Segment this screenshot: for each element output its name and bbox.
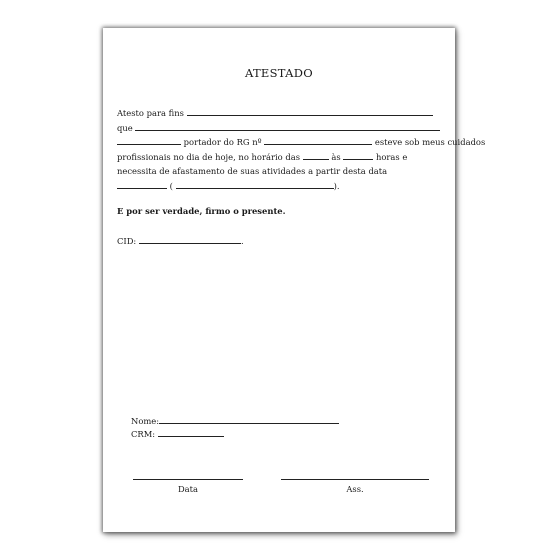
care-text: esteve sob meus cuidados (374, 137, 486, 148)
line-hours (117, 150, 442, 165)
date-line[interactable] (133, 479, 243, 480)
days-number-blank[interactable] (117, 179, 167, 189)
hours-text: profissionais no dia de hoje, no horário das (117, 151, 300, 162)
signature-line[interactable] (281, 479, 429, 480)
rg-number-blank[interactable] (264, 135, 372, 145)
name-blank[interactable] (159, 414, 339, 424)
crm-row (131, 427, 339, 440)
hours-to-text: às (331, 151, 341, 162)
name-row (131, 414, 339, 427)
patient-name-continuation-blank[interactable] (117, 135, 181, 145)
line-rg (117, 135, 486, 150)
rg-label: portador do RG nº (183, 137, 262, 148)
crm-blank[interactable] (158, 427, 224, 437)
days-written-blank[interactable] (176, 179, 334, 189)
cid-end: . (240, 236, 244, 246)
end-hour-blank[interactable] (343, 150, 373, 160)
close-paren: ). (333, 180, 340, 191)
open-paren: ( (169, 180, 173, 191)
name-label: Nome: (131, 416, 160, 426)
cid-label: CID: (117, 236, 137, 246)
hours-end-text: horas e (375, 151, 408, 162)
purpose-blank[interactable] (187, 106, 433, 116)
leave-text: necessita de afastamento de suas atividades a partir desta data (117, 166, 388, 177)
start-hour-blank[interactable] (303, 150, 329, 160)
line-period (117, 179, 442, 194)
line-leave (117, 164, 442, 179)
cid-blank[interactable] (139, 234, 241, 244)
patient-name-blank[interactable] (135, 121, 440, 131)
signature-label: Ass. (346, 484, 364, 494)
line-patient (117, 121, 442, 136)
date-label: Data (177, 484, 199, 494)
signer-block (131, 414, 339, 440)
document-title: ATESTADO (244, 66, 313, 80)
line-purpose (117, 106, 442, 121)
patient-label: que (117, 122, 133, 133)
closing-statement: E por ser verdade, firmo o presente. (117, 206, 286, 216)
document-page (103, 28, 486, 532)
purpose-label: Atesto para fins (117, 108, 184, 118)
declaration-paragraph (117, 106, 486, 194)
cid-row (117, 234, 244, 246)
crm-label: CRM: (131, 429, 156, 439)
